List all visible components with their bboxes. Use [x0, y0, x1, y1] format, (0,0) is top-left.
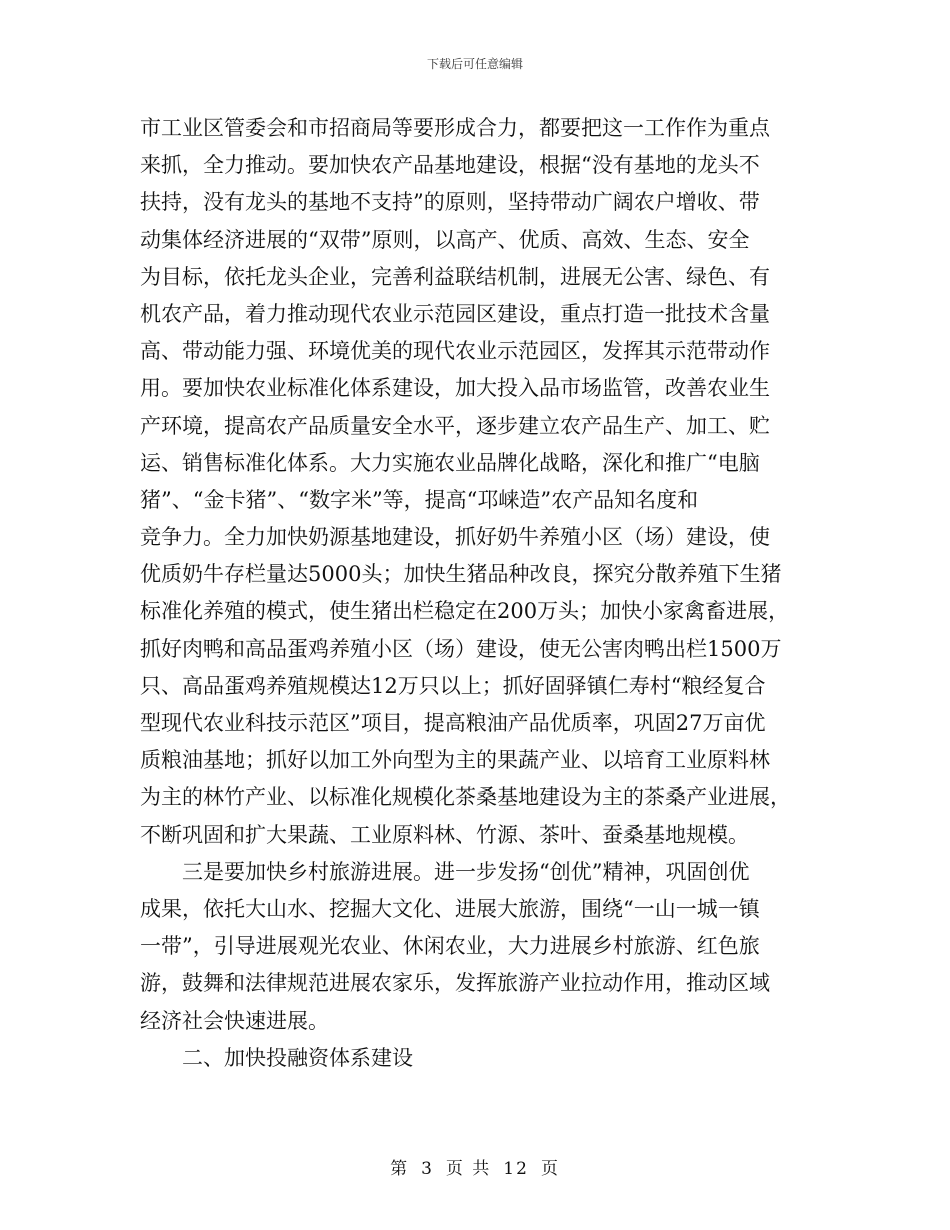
text-line: 三是要加快乡村旅游进展。进一步发扬“创优”精神，巩固创优 — [140, 859, 750, 884]
text-line: 成果，依托大山水、挖掘大文化、进展大旅游，围绕“一山一城一镇 — [140, 896, 760, 921]
footer-page-number: 3 — [421, 1159, 434, 1179]
text-line: 质粮油基地；抓好以加工外向型为主的果蔬产业、以培育工业原料林 — [140, 748, 770, 773]
paragraph — [140, 110, 805, 854]
text-line: 为主的林竹产业、以标准化规模化茶桑基地建设为主的茶桑产业进展， — [140, 785, 791, 810]
paragraph — [140, 854, 805, 1040]
text-line: 用。要加快农业标准化体系建设，加大投入品市场监管，改善农业生 — [140, 376, 770, 401]
text-line: 二、加快投融资体系建设 — [140, 1045, 413, 1070]
text-line: 抓好肉鸭和高品蛋鸡养殖小区（场）建设，使无公害肉鸭出栏1500万 — [140, 636, 782, 661]
text-line: 高、带动能力强、环境优美的现代农业示范园区，发挥其示范带动作 — [140, 339, 770, 364]
text-line: 猪”、“金卡猪”、“数字米”等，提高“邛崃造”农产品知名度和 — [140, 487, 699, 512]
text-line: 型现代农业科技示范区”项目，提高粮油产品优质率，巩固27万亩优 — [140, 711, 766, 735]
text-line: 标准化养殖的模式，使生猪出栏稳定在200万头；加快小家禽畜进展， — [140, 599, 790, 624]
text-line: 机农产品，着力推动现代农业示范园区建设，重点打造一批技术含量 — [140, 301, 770, 326]
text-line: 动集体经济进展的“双带”原则，以高产、优质、高效、生态、安全 — [140, 227, 750, 252]
footer-middle: 页 共 — [445, 1159, 492, 1179]
text-line: 竞争力。全力加快奶源基地建设，抓好奶牛养殖小区（场）建设，使 — [140, 525, 770, 550]
footer-suffix: 页 — [540, 1159, 560, 1179]
footer-total-pages: 12 — [503, 1159, 529, 1179]
page-footer — [0, 1154, 950, 1179]
text-line: 为目标，依托龙头企业，完善利益联结机制，进展无公害、绿色、有 — [140, 264, 770, 289]
text-line: 产环境，提高农产品质量安全水平，逐步建立农产品生产、加工、贮 — [140, 413, 770, 438]
text-line: 来抓，全力推动。要加快农产品基地建设，根据“没有基地的龙头不 — [140, 153, 760, 178]
text-line: 运、销售标准化体系。大力实施农业品牌化战略，深化和推广“电脑 — [140, 450, 760, 475]
document-body — [140, 110, 805, 1077]
text-line: 经济社会快速进展。 — [140, 1008, 329, 1033]
page-header: 下载后可任意编辑 — [426, 57, 523, 71]
paragraph — [140, 1040, 805, 1077]
text-line: 游，鼓舞和法律规范进展农家乐，发挥旅游产业拉动作用，推动区域 — [140, 971, 770, 996]
footer-prefix: 第 — [390, 1159, 410, 1179]
text-line: 只、高品蛋鸡养殖规模达12万只以上；抓好固驿镇仁寿村“粮经复合 — [140, 673, 766, 698]
text-line: 扶持，没有龙头的基地不支持”的原则，坚持带动广阔农户增收、带 — [140, 190, 760, 215]
text-line: 优质奶牛存栏量达5000头；加快生猪品种改良，探究分散养殖下生猪 — [140, 562, 782, 587]
text-line: 一带”，引导进展观光农业、休闲农业，大力进展乡村旅游、红色旅 — [140, 934, 760, 959]
text-line: 市工业区管委会和市招商局等要形成合力，都要把这一工作作为重点 — [140, 116, 770, 140]
text-line: 不断巩固和扩大果蔬、工业原料林、竹源、茶叶、蚕桑基地规模。 — [140, 822, 749, 847]
